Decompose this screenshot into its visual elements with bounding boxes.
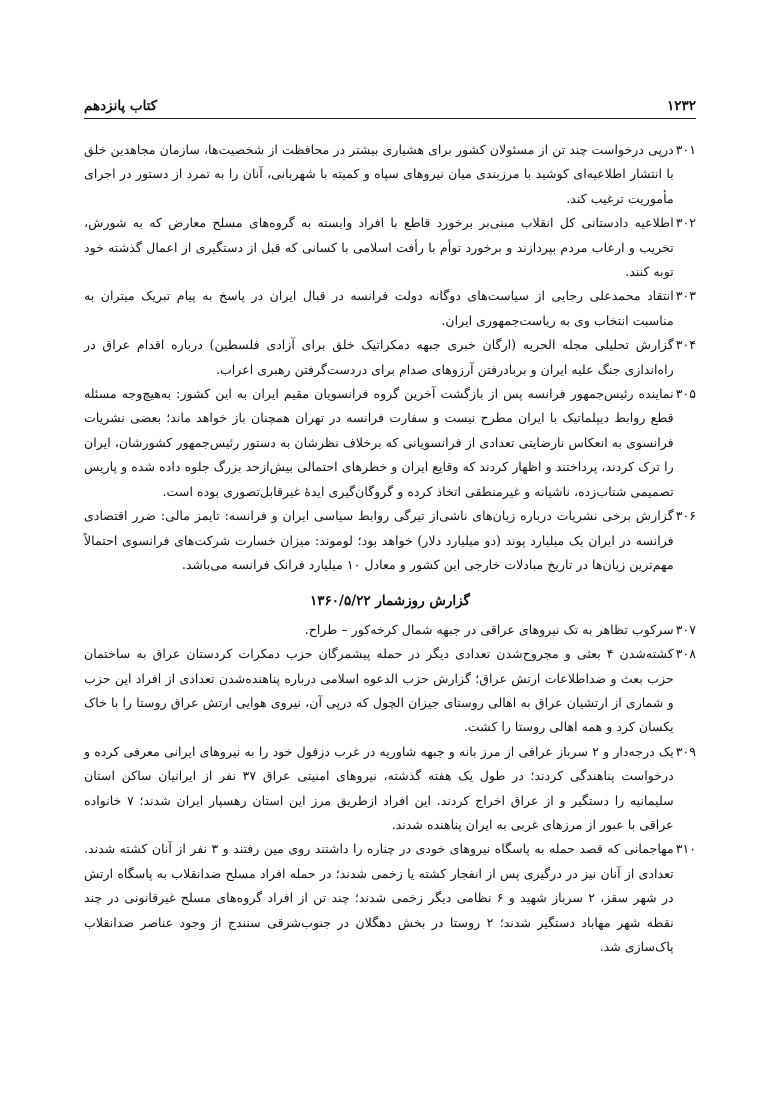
entry-text: سرکوب تظاهر به تک نیروهای عراقی در جبهه شمال کرخه‌کور – طراح. (304, 621, 674, 637)
entry-text: کشته‌شدن ۴ بعثی و مجروح‌شدن تعدادی دیگر در حمله پیشمرگان حزب دمکرات کردستان عراق به ساختمان حزب بعث و ضداطلاعات ارتش عراق؛ گزارش حزب الدعوه اسلامی درباره پناهنده‌شدن تعدادی از افراد این حزب و شماری از ارتشیان عراق به اهالی روستای جیزان الچول که درپی آن، نیروی هوایی ارتش عراق روستا را با خاک یکسان کرد و همه اهالی روستا را کشت. (84, 646, 674, 735)
entry-309 (84, 740, 696, 838)
entry-list-b (84, 618, 696, 960)
entry-number: ۳۰۷ (675, 621, 696, 637)
entry-number: ۳۱۰ (675, 841, 696, 857)
page-number: ۱۲۳۲ (666, 98, 696, 114)
header-divider (84, 118, 696, 119)
entry-310 (84, 837, 696, 959)
entry-text: انتقاد محمدعلی رجایی از سیاست‌های دوگانه دولت فرانسه در قبال ایران در پاسخ به پیام تبریک میتران به مناسبت انتخاب وی به ریاست‌جمهوری ایران. (84, 288, 674, 328)
entry-307 (84, 618, 696, 642)
section-title: گزارش روزشمار ۱۳۶۰/۵/۲۲ (310, 593, 470, 610)
entry-number: ۳۰۹ (675, 743, 696, 759)
entry-text: گزارش برخی نشریات درباره زیان‌های ناشی‌از تیرگی روابط سیاسی ایران و فرانسه: تایمز مالی: ضرر اقتصادی فرانسه در ایران یک میلیارد پوند (دو میلیارد دلار) خواهد بود؛ لوموند: میزان خسارت شرکت‌های فرانسوی احتمالاً مهم‌ترین زیان‌ها در تاریخ مبادلات خارجی این کشور و معادل ۱۰ میلیارد فرانک فرانسه می‌باشد. (84, 508, 674, 572)
entry-text: اطلاعیه دادستانی کل انقلاب مبنی‌بر برخورد قاطع با افراد وابسته به گروه‌های مسلح معارض که به شورش، تخریب و ارعاب مردم بپردازند و برخورد توأم با رأفت اسلامی با کسانی که قبل از دستگیری از اعمال گذشته خود توبه کنند. (84, 215, 674, 280)
entry-text: نماینده رئیس‌جمهور فرانسه پس از بازگشت آخرین گروه فرانسویان مقیم ایران به این کشور: به‌هیچ‌وجه مسئله قطع روابط دیپلماتیک با ایران مطرح نیست و سفارت فرانسه در تهران همچنان باز خواهد ماند؛ بعضی نشریات فرانسوی به انعکاس نارضایتی تعدادی از فرانسویانی که برخلاف نظرشان به دستور رئیس‌جمهور کشورشان، ایران را ترک کردند، پرداختند و اظهار کردند که وقایع ایران و خطرهای احتمالی بیش‌ازحد بزرگ جلوه داده شده و پاریس تصمیمی شتاب‌زده، ناشیانه و غیرمنطقی اتخاذ کرده و گروگان‌گیری ایدهٔ غیرقابل‌تصوری بوده است. (84, 386, 674, 499)
entry-text: یک درجه‌دار و ۲ سرباز عراقی از مرز بانه و جبهه شاوریه در غرب دزفول خود را به نیروهای ایرانی معرفی کرده و درخواست پناهندگی کردند؛ در طول یک هفته گذشته، نیروهای امنیتی عراق ۳۷ نفر از ایرانیان ساکن استان سلیمانیه را دستگیر و از عراق اخراج کردند. این افراد ازطریق مرز این استان رهسپار ایران شدند؛ ۷ خانواده عراقی با عبور از مرزهای غربی به ایران پناهنده شدند. (84, 743, 674, 832)
entry-number: ۳۰۱ (675, 142, 696, 157)
book-title: کتاب پانزدهم (84, 98, 158, 114)
entry-number: ۳۰۴ (675, 337, 696, 353)
entry-number: ۳۰۶ (675, 508, 696, 524)
page-content (84, 138, 696, 959)
entry-305 (84, 382, 696, 504)
entry-number: ۳۰۳ (675, 288, 696, 304)
entry-306 (84, 504, 696, 577)
entry-308 (84, 642, 696, 740)
entry-number: ۳۰۵ (675, 386, 696, 402)
entry-301 (84, 138, 696, 211)
entry-303 (84, 284, 696, 333)
entry-number: ۳۰۲ (675, 215, 696, 231)
entry-302 (84, 211, 696, 284)
entry-text: گزارش تحلیلی مجله الحریه (ارگان خبری جبهه دمکراتیک خلق برای آزادی فلسطین) درباره اقدام عراق در راه‌اندازی جنگ علیه ایران و بربادرفتن آرزوهای صدام برای دردست‌گرفتن رهبری اعراب. (84, 337, 674, 377)
entry-304 (84, 333, 696, 382)
entry-number: ۳۰۸ (675, 646, 696, 662)
entry-list-a (84, 138, 696, 577)
entry-text: مهاجمانی که قصد حمله به پاسگاه نیروهای خودی در چناره را داشتند روی مین رفتند و ۳ نفر از آنان کشته شدند. تعدادی از آنان نیز در درگیری پس از انفجار کشته یا زخمی شدند؛ در حمله افراد مسلح ضدانقلاب به پاسگاه ارتش در شهر سقز، ۲ سرباز شهید و ۶ نظامی دیگر زخمی شدند؛ چند تن از افراد گروه‌های مسلح غیرقانونی در چند نقطه شهر مهاباد دستگیر شدند؛ ۲ روستا در بخش دهگلان در جنوب‌شرقی سنندج از وجود عناصر ضدانقلاب پاک‌سازی شد. (84, 841, 674, 954)
entry-text: درپی درخواست چند تن از مسئولان کشور برای هشیاری بیشتر در محافظت از شخصیت‌ها، سازمان مجاهدین خلق با انتشار اطلاعیه‌ای کوشید با مرزبندی میان نیروهای سپاه و کمیته با شهربانی، آنان را به تمرد از دستور در اجرای مأموریت ترغیب کند. (84, 142, 674, 206)
page-header (84, 92, 696, 114)
document-page (84, 0, 696, 1110)
